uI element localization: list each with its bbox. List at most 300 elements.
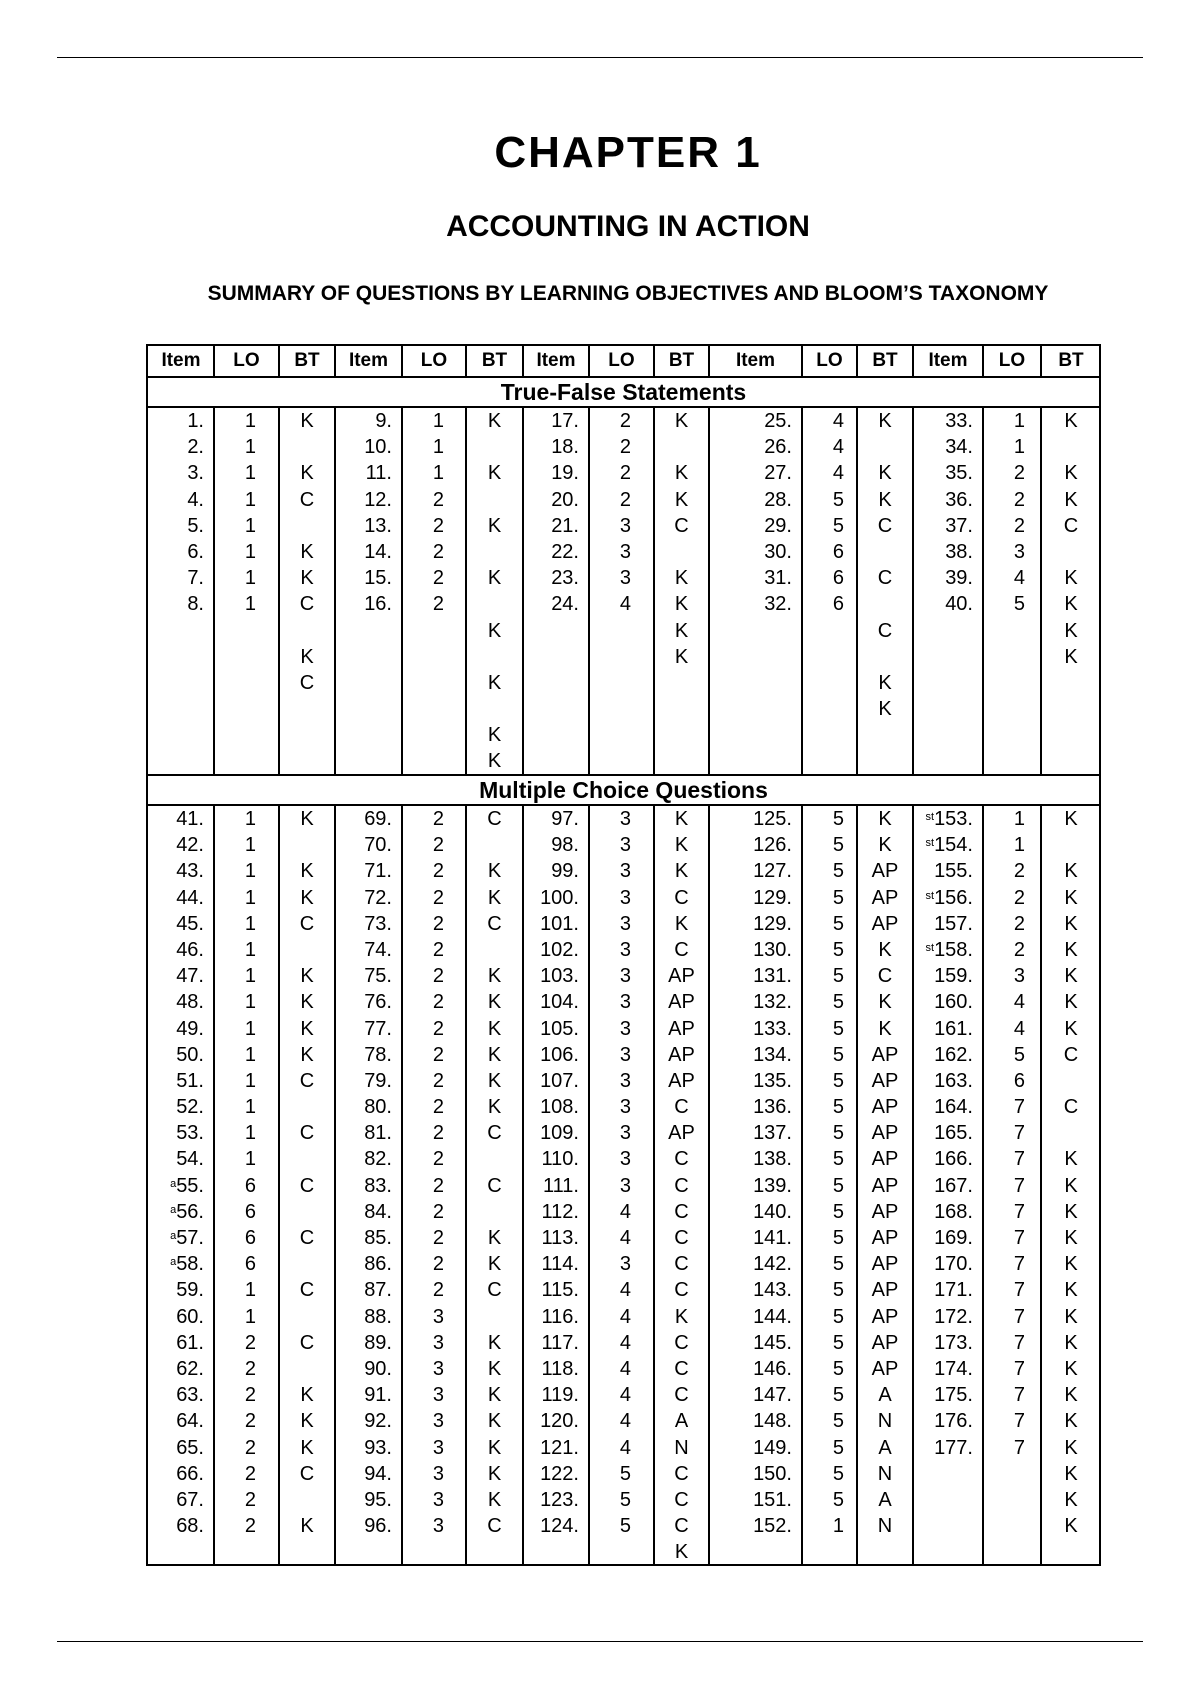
cell (857, 591, 913, 617)
cell-text: C (674, 1462, 689, 1485)
cell-text: 2 (244, 1515, 256, 1538)
cell-text: 6 (244, 1174, 256, 1197)
column-values (995, 408, 1025, 618)
cell-text: 3 (619, 834, 631, 857)
cell (414, 1382, 444, 1408)
cell (995, 1199, 1025, 1225)
cell (601, 963, 631, 989)
cell (414, 1461, 444, 1487)
cell (1041, 1435, 1101, 1461)
cell (279, 963, 335, 989)
cell (601, 1016, 631, 1042)
cell (414, 885, 444, 911)
cell (601, 1435, 631, 1461)
cell (654, 565, 709, 591)
cell-text: 86. (364, 1253, 392, 1276)
cell-text: 133. (753, 1017, 792, 1040)
cell (466, 565, 523, 591)
column-values (601, 408, 631, 618)
cell (1041, 1068, 1101, 1094)
column-header: BT (481, 350, 508, 371)
cell-text: 40. (945, 593, 973, 616)
cell-text: 3 (432, 1357, 444, 1380)
cell-text: 43. (176, 860, 204, 883)
cell-text: 5 (832, 1279, 844, 1302)
cell (654, 1094, 709, 1120)
cell-text: AP (871, 1174, 899, 1197)
cell (601, 832, 631, 858)
cell (335, 1356, 392, 1382)
cell-text: 34. (945, 436, 973, 459)
cell-text: 4 (832, 410, 844, 432)
cell (814, 1382, 844, 1408)
cell-text: 2 (432, 593, 444, 616)
cell-text: K (300, 645, 314, 668)
cell-text: 48. (176, 991, 204, 1014)
cell (523, 989, 579, 1015)
cell (523, 591, 579, 617)
cell (995, 1277, 1025, 1303)
cell (414, 1487, 444, 1513)
cell (523, 1330, 579, 1356)
cell (654, 1277, 709, 1303)
cell (414, 1094, 444, 1120)
cell (148, 1356, 204, 1382)
cell (414, 1513, 444, 1539)
cell-text: 1 (244, 808, 256, 830)
cell (1041, 591, 1101, 617)
cell-text: A (878, 1488, 892, 1511)
cell-text: A (878, 1384, 892, 1407)
cell-text: 120. (540, 1410, 579, 1433)
cell-text: 2 (432, 860, 444, 883)
cell-text: 119. (541, 1384, 579, 1407)
cell-text: K (1064, 991, 1078, 1014)
cell-text: 2 (432, 1253, 444, 1276)
cell (226, 1304, 256, 1330)
cell (814, 858, 844, 884)
cell (1041, 1513, 1101, 1539)
column-values (654, 806, 709, 1565)
cell (335, 408, 392, 434)
cell-text: 33. (945, 410, 973, 432)
cell (995, 989, 1025, 1015)
cell (279, 565, 335, 591)
cell-text: 7 (1013, 1436, 1025, 1459)
cell-text: 45. (176, 912, 204, 935)
cell (601, 1487, 631, 1513)
cell (414, 806, 444, 832)
cell-text: 5 (832, 886, 844, 909)
cell-text: 1 (244, 593, 256, 616)
cell (335, 911, 392, 937)
cell-text: 1 (244, 462, 256, 485)
cell-text: 15. (364, 567, 392, 590)
column-divider (801, 346, 803, 1564)
cell (654, 963, 709, 989)
cell-text: 5 (832, 1305, 844, 1328)
cell (279, 885, 335, 911)
cell-text: 7 (1013, 1096, 1025, 1119)
cell (279, 1330, 335, 1356)
cell (814, 1408, 844, 1434)
cell (995, 806, 1025, 832)
column-values (913, 408, 973, 618)
cell (1041, 858, 1101, 884)
cell-text: 39. (945, 567, 973, 590)
cell-text: C (674, 1331, 689, 1354)
cell (709, 1513, 792, 1539)
cell (709, 911, 792, 937)
cell-text: 64. (176, 1410, 204, 1433)
cell (414, 1120, 444, 1146)
cell (857, 937, 913, 963)
cell (226, 911, 256, 937)
cell-text: 9. (375, 410, 392, 432)
cell (466, 1251, 523, 1277)
cell-text: K (300, 1410, 314, 1433)
chapter-title: CHAPTER 1 (494, 128, 762, 177)
cell (226, 591, 256, 617)
cell (857, 1120, 913, 1146)
cell (995, 1146, 1025, 1172)
cell (814, 434, 844, 460)
cell-text: 1 (244, 1305, 256, 1328)
cell (857, 1513, 913, 1539)
cell-text: K (300, 1017, 314, 1040)
cell (995, 1173, 1025, 1199)
cell-text: 140. (753, 1200, 792, 1223)
cell-text: K (674, 593, 689, 616)
cell-text: 92. (364, 1410, 392, 1433)
cell-text: 4 (619, 1410, 631, 1433)
cell-text: 5 (832, 938, 844, 961)
cell (654, 1435, 709, 1461)
cell (414, 1356, 444, 1382)
cell (601, 1146, 631, 1172)
cell-text: 5 (832, 1096, 844, 1119)
cell (148, 1094, 204, 1120)
cell (414, 832, 444, 858)
cell-text: 57. (176, 1227, 204, 1249)
cell (995, 539, 1025, 565)
cell-text: 4 (619, 1436, 631, 1459)
column-values (148, 408, 204, 618)
cell-text: K (487, 514, 502, 537)
section-title: Multiple Choice Questions (479, 777, 768, 803)
cell-text: N (877, 1410, 893, 1433)
cell (814, 1225, 844, 1251)
cell (814, 1435, 844, 1461)
column-values (857, 408, 913, 722)
cell-text: 2 (619, 488, 631, 511)
cell-text: 3 (432, 1436, 444, 1459)
cell (1041, 487, 1101, 513)
cell-text: 2 (1013, 912, 1025, 935)
cell (523, 1487, 579, 1513)
cell-text: K (300, 540, 314, 563)
cell-text: 167. (934, 1174, 973, 1197)
cell (601, 1461, 631, 1487)
cell-text: N (877, 1515, 893, 1538)
cell-text: 3 (432, 1515, 444, 1538)
cell (913, 885, 973, 911)
cell (857, 487, 913, 513)
cell-text: 21. (551, 514, 579, 537)
cell (523, 911, 579, 937)
cell-text: K (1064, 488, 1078, 511)
cell (814, 1146, 844, 1172)
cell (995, 911, 1025, 937)
cell (335, 1042, 392, 1068)
cell (913, 937, 973, 963)
cell-text: 1 (244, 1043, 256, 1066)
cell-text: AP (871, 912, 899, 935)
cell (466, 1277, 523, 1303)
cell-text: K (674, 410, 689, 432)
cell-text: 135. (753, 1069, 792, 1092)
cell (148, 1382, 204, 1408)
cell (466, 989, 523, 1015)
cell-text: 35. (945, 462, 973, 485)
cell (857, 1094, 913, 1120)
cell (995, 1042, 1025, 1068)
cell-text: K (487, 750, 502, 773)
cell-text: K (878, 698, 892, 721)
cell-text: 2 (432, 1174, 444, 1197)
cell (654, 1199, 709, 1225)
cell (279, 591, 335, 617)
cell-text: AP (871, 1122, 899, 1145)
cell-text: 19. (551, 462, 579, 485)
cell (601, 1382, 631, 1408)
cell (148, 1173, 204, 1199)
cell (414, 1146, 444, 1172)
cell-text: 4 (832, 462, 844, 485)
cell (1041, 1382, 1101, 1408)
cell-text: 6 (832, 593, 844, 616)
cell-text: 129. (753, 912, 792, 935)
cell-text: C (674, 1174, 689, 1197)
cell (466, 696, 523, 722)
cell (601, 1330, 631, 1356)
cell (523, 806, 579, 832)
cell-text: 123. (540, 1488, 579, 1511)
cell-text: 146. (753, 1357, 792, 1380)
cell (995, 1435, 1025, 1461)
column-values (995, 806, 1025, 1461)
cell-text: 26. (764, 436, 792, 459)
cell-text: K (1064, 462, 1078, 485)
cell-text: 3 (619, 991, 631, 1014)
cell-text: 1 (244, 886, 256, 909)
cell (709, 460, 792, 486)
cell (709, 1304, 792, 1330)
cell (857, 1146, 913, 1172)
cell-text: 2 (619, 462, 631, 485)
cell-text: 2 (1013, 462, 1025, 485)
cell-text: 1 (832, 1515, 844, 1538)
cell-text: K (1064, 567, 1078, 590)
cell (466, 1120, 523, 1146)
cell (226, 937, 256, 963)
cell-text: 58. (176, 1253, 204, 1276)
cell (466, 885, 523, 911)
cell (279, 434, 335, 460)
cell-text: 7 (1013, 1357, 1025, 1380)
cell-text: 5 (832, 991, 844, 1014)
cell (148, 832, 204, 858)
cell-text: 13. (364, 514, 392, 537)
cell (1041, 1199, 1101, 1225)
cell (335, 513, 392, 539)
cell-text: 3 (619, 938, 631, 961)
cell (279, 1042, 335, 1068)
cell (414, 989, 444, 1015)
column-values (148, 806, 204, 1539)
cell (523, 885, 579, 911)
cell (1041, 911, 1101, 937)
cell (279, 1146, 335, 1172)
cell (466, 1094, 523, 1120)
cell-text: C (674, 1148, 689, 1171)
cell (1041, 618, 1101, 644)
cell (466, 911, 523, 937)
cell (335, 1487, 392, 1513)
cell-text: 143. (753, 1279, 792, 1302)
cell (995, 1120, 1025, 1146)
column-values (279, 408, 335, 696)
cell (913, 1173, 973, 1199)
cell (414, 1225, 444, 1251)
column-values (279, 806, 335, 1539)
cell-text: N (877, 1462, 893, 1485)
cell-text: 80. (364, 1096, 392, 1119)
cell (995, 1330, 1025, 1356)
cell (857, 670, 913, 696)
cell-text: 2 (432, 540, 444, 563)
cell (466, 1487, 523, 1513)
cell-text: 106. (540, 1043, 579, 1066)
cell (857, 1356, 913, 1382)
cell-text: 115. (541, 1279, 579, 1302)
cell (913, 1094, 973, 1120)
cell (523, 1016, 579, 1042)
cell (335, 885, 392, 911)
cell (226, 460, 256, 486)
cell (523, 963, 579, 989)
cell (1041, 1042, 1101, 1068)
cell (654, 487, 709, 513)
cell-text: 2 (1013, 938, 1025, 961)
cell-text: 6. (187, 540, 204, 563)
cell-text: C (299, 1227, 315, 1249)
cell (466, 1513, 523, 1539)
cell (523, 460, 579, 486)
cell-text: 18. (551, 436, 579, 459)
cell-text: K (487, 671, 502, 694)
cell (913, 963, 973, 989)
cell-text: 170. (934, 1253, 973, 1276)
cell (148, 1146, 204, 1172)
cell-text: 116. (541, 1305, 579, 1328)
cell-text: 66. (176, 1462, 204, 1485)
cell (814, 1461, 844, 1487)
cell-text: K (487, 567, 502, 590)
cell-text: 2 (432, 1122, 444, 1145)
chapter-subtitle: ACCOUNTING IN ACTION (446, 210, 810, 243)
cell (601, 513, 631, 539)
cell (335, 937, 392, 963)
cell-text: 1 (432, 410, 444, 432)
cell (226, 487, 256, 513)
cell (913, 1120, 973, 1146)
cell-text: 87. (364, 1279, 392, 1302)
cell (466, 937, 523, 963)
cell (523, 1146, 579, 1172)
cell-text: 4 (1013, 1017, 1025, 1040)
cell-text: 95. (364, 1488, 392, 1511)
cell (654, 989, 709, 1015)
cell (654, 1304, 709, 1330)
cell (226, 1513, 256, 1539)
cell (414, 434, 444, 460)
cell (913, 591, 973, 617)
cell-text: 78. (364, 1043, 392, 1066)
cell (709, 1120, 792, 1146)
cell-text: K (1064, 1253, 1078, 1276)
cell (523, 1225, 579, 1251)
cell (466, 1016, 523, 1042)
cell-text: 3 (619, 965, 631, 988)
cell-text: K (674, 834, 689, 857)
cell-text: 4 (619, 1331, 631, 1354)
column-header: Item (928, 350, 968, 371)
cell (654, 1068, 709, 1094)
cell-text: 105. (540, 1017, 579, 1040)
column-header: LO (420, 350, 448, 371)
cell (148, 1487, 204, 1513)
cell-text: 29. (764, 514, 792, 537)
cell-text: 5 (832, 1043, 844, 1066)
cell (279, 806, 335, 832)
cell-text: 51. (176, 1069, 204, 1092)
cell-text: 8. (187, 593, 204, 616)
cell-text: 149. (753, 1436, 792, 1459)
cell-text: 2 (432, 886, 444, 909)
column-header: LO (998, 350, 1026, 371)
cell (913, 1146, 973, 1172)
cell-text: K (487, 991, 502, 1014)
cell-text: K (1064, 1462, 1078, 1485)
cell (335, 1435, 392, 1461)
cell (654, 460, 709, 486)
cell (709, 806, 792, 832)
cell-text: K (1064, 1279, 1078, 1302)
cell-text: K (1064, 1200, 1078, 1223)
cell-text: 1 (244, 965, 256, 988)
cell-text: 2 (432, 1279, 444, 1302)
cell (466, 1382, 523, 1408)
cell (814, 885, 844, 911)
cell-text: 89. (364, 1331, 392, 1354)
cell (226, 1094, 256, 1120)
cell-text: AP (871, 1096, 899, 1119)
cell-text: K (674, 860, 689, 883)
cell-text: 2 (244, 1410, 256, 1433)
cell-text: 108. (540, 1096, 579, 1119)
cell (279, 1199, 335, 1225)
